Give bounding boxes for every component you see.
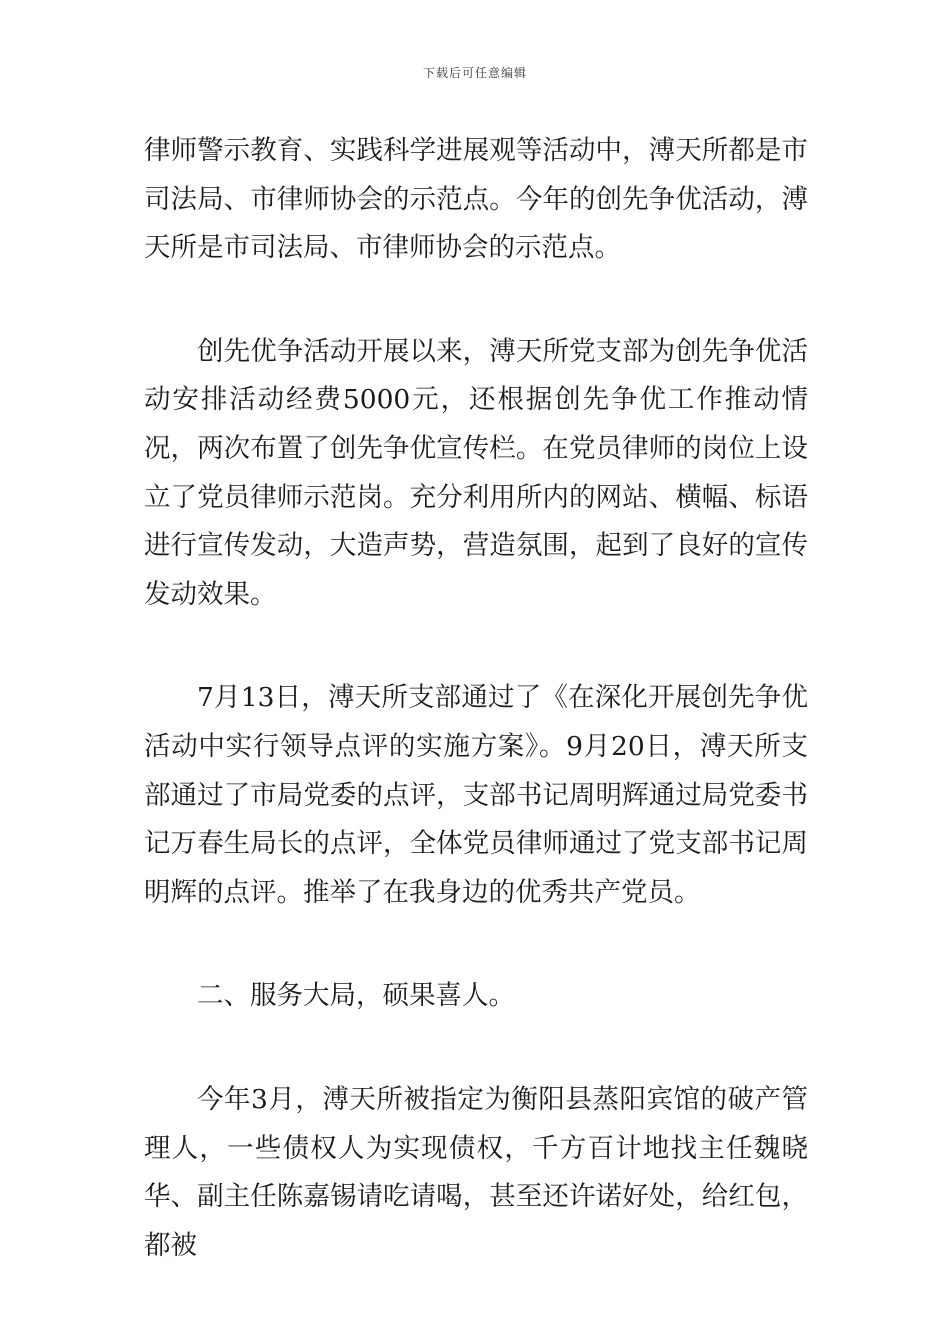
document-body — [144, 127, 808, 1325]
section-heading: 二、服务大局，硕果喜人。 — [197, 980, 515, 1012]
header-note: 下载后可任意编辑 — [422, 66, 527, 80]
paragraph-1: 律师警示教育、实践科学进展观等活动中，溥天所都是市司法局、市律师协会的示范点。今年的创先争优活动，溥天所是市司法局、市律师协会的示范点。 — [144, 135, 808, 264]
paragraph-3: 7月13日，溥天所支部通过了《在深化开展创先争优活动中实行领导点评的实施方案》。9月20日，溥天所支部通过了市局党委的点评，支部书记周明辉通过局党委书记万春生局长的点评，全体党员律师通过了党支部书记周明辉的点评。推举了在我身边的优秀共产党员。 — [144, 682, 808, 908]
paragraph-2: 创先优争活动开展以来，溥天所党支部为创先争优活动安排活动经费5000元，还根据创先争优工作推动情况，两次布置了创先争优宣传栏。在党员律师的岗位上设立了党员律师示范岗。充分利用所内的网站、横幅、标语进行宣传发动，大造声势，营造氛围，起到了良好的宣传发动效果。 — [144, 335, 808, 610]
paragraph-4: 今年3月，溥天所被指定为衡阳县蒸阳宾馆的破产管理人，一些债权人为实现债权，千方百计地找主任魏晓华、副主任陈嘉锡请吃请喝，甚至还许诺好处，给红包，都被 — [144, 1083, 808, 1261]
